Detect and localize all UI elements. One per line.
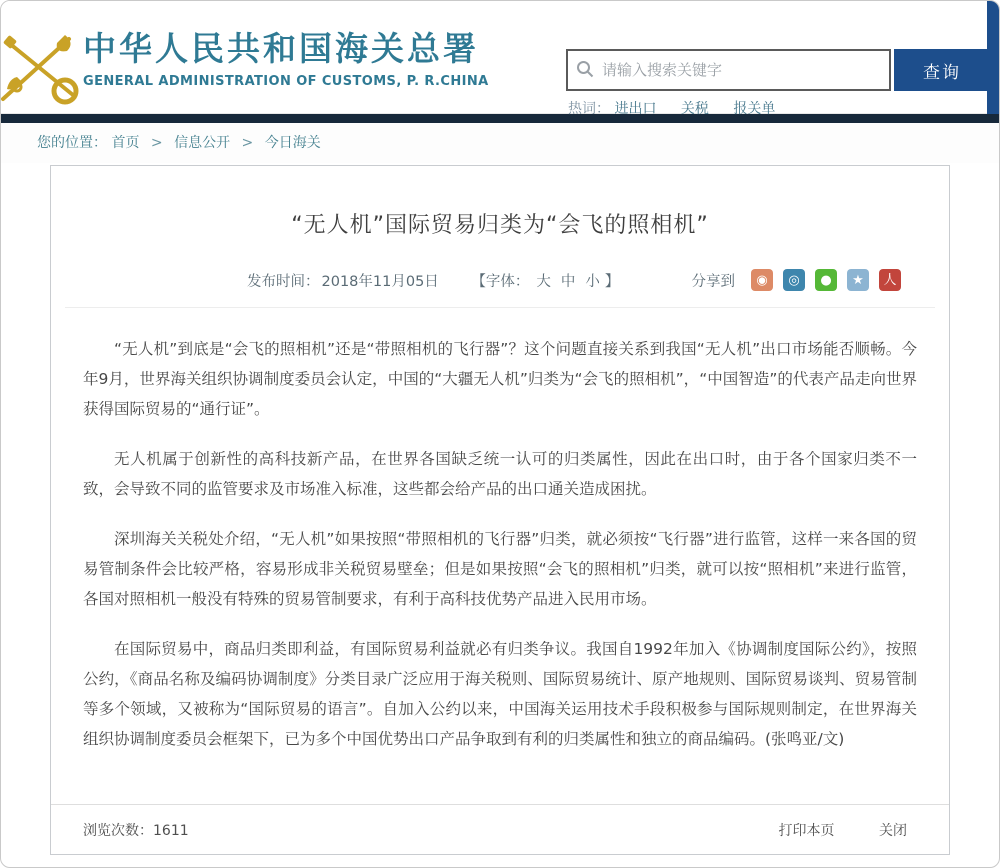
footer-actions	[739, 820, 907, 840]
view-count	[83, 820, 189, 840]
share-bar	[692, 269, 902, 291]
search-button[interactable]: 查询	[894, 49, 990, 91]
customs-emblem-logo	[0, 21, 87, 113]
search-icon	[576, 60, 594, 78]
hot-words-label: 热词：	[568, 101, 610, 117]
breadcrumb	[1, 123, 999, 163]
article-paragraph: “无人机”到底是“会飞的照相机”还是“带照相机的飞行器”？这个问题直接关系到我国“无人机”出口市场能否顺畅。今年9月，世界海关组织协调制度委员会认定，中国的“大疆无人机”归类为“会飞的照相机”，“中国智造”的代表产品走向世界获得国际贸易的“通行证”。	[83, 340, 917, 418]
qzone-icon[interactable]	[847, 269, 869, 291]
font-size-large[interactable]: 大	[536, 273, 551, 290]
breadcrumb-label: 您的位置：	[37, 135, 107, 151]
breadcrumb-info-disclosure[interactable]: 信息公开	[174, 135, 231, 151]
breadcrumb-separator: >	[150, 135, 163, 151]
site-brand	[83, 29, 489, 89]
breadcrumb-today-customs[interactable]: 今日海关	[264, 135, 321, 151]
view-count-label: 浏览次数：	[83, 822, 153, 839]
site-header	[1, 1, 999, 117]
article-body	[51, 308, 949, 754]
font-size-medium[interactable]: 中	[560, 273, 576, 290]
wechat-glyph: ●	[820, 272, 832, 288]
article-title: “无人机”国际贸易归类为“会飞的照相机”	[291, 213, 709, 238]
article-paragraph: 在国际贸易中，商品归类即利益，有国际贸易利益就必有归类争议。我国自1992年加入《协调制度国际公约》，按照公约，《商品名称及编码协调制度》分类目录广泛应用于海关税则、国际贸易统计、原产地规则、国际贸易谈判、贸易管制等多个领域，又被称为“国际贸易的语言”。自加入公约以来，中国海关运用技术手段积极参与国际规则制定，在世界海关组织协调制度委员会框架下，已为多个中国优势出口产品争取到有利的归类属性和独立的商品编码。(张鸣亚/文)	[83, 640, 917, 748]
renren-icon[interactable]	[879, 269, 901, 291]
font-size-control	[471, 274, 621, 290]
publish-date: 2018年11月05日	[321, 273, 439, 290]
view-count-value: 1611	[153, 822, 189, 839]
article-meta-row	[65, 269, 935, 308]
breadcrumb-separator: >	[241, 135, 254, 151]
publish-date-label: 发布时间：	[247, 273, 320, 290]
font-size-small[interactable]: 小	[585, 273, 600, 290]
font-size-open: 【字体：	[471, 273, 530, 290]
font-size-close: 】	[604, 273, 620, 290]
article-footer	[51, 804, 949, 854]
wechat-icon[interactable]	[815, 269, 837, 291]
hot-word-tariff[interactable]: 关税	[680, 101, 709, 117]
search-input[interactable]	[566, 49, 891, 91]
breadcrumb-home[interactable]: 首页	[111, 135, 140, 151]
tencent-weibo-glyph: ◎	[788, 272, 800, 288]
hot-word-import-export[interactable]: 进出口	[614, 101, 657, 117]
search-bar	[566, 49, 990, 91]
tencent-weibo-icon[interactable]	[783, 269, 805, 291]
hot-words-row	[568, 98, 795, 118]
site-title-english: GENERAL ADMINISTRATION OF CUSTOMS, P. R.CHINA	[83, 73, 489, 89]
sina-weibo-glyph: ◉	[756, 272, 768, 288]
hot-word-declaration[interactable]: 报关单	[733, 101, 776, 117]
article-paragraph: 无人机属于创新性的高科技新产品，在世界各国缺乏统一认可的归类属性，因此在出口时，由于各个国家归类不一致，会导致不同的监管要求及市场准入标准，这些都会给产品的出口通关造成困扰。	[83, 450, 917, 498]
article-container	[50, 165, 950, 855]
publish-info	[247, 270, 623, 291]
article-paragraph: 深圳海关关税处介绍，“无人机”如果按照“带照相机的飞行器”归类，就必须按“飞行器”进行监管，这样一来各国的贸易管制条件会比较严格，容易形成非关税贸易壁垒；但是如果按照“会飞的照相机”归类，就可以按“照相机”来进行监管，各国对照相机一般没有特殊的贸易管制要求，有利于高科技优势产品进入民用市场。	[83, 530, 917, 608]
renren-glyph: 人	[883, 272, 897, 288]
share-label: 分享到	[691, 273, 735, 290]
header-divider-bar	[1, 114, 999, 123]
sina-weibo-icon[interactable]	[751, 269, 773, 291]
qzone-glyph: ★	[852, 272, 864, 288]
print-page-link[interactable]: 打印本页	[778, 822, 835, 839]
site-title-chinese: 中华人民共和国海关总署	[83, 29, 479, 68]
close-page-link[interactable]: 关闭	[879, 822, 907, 839]
